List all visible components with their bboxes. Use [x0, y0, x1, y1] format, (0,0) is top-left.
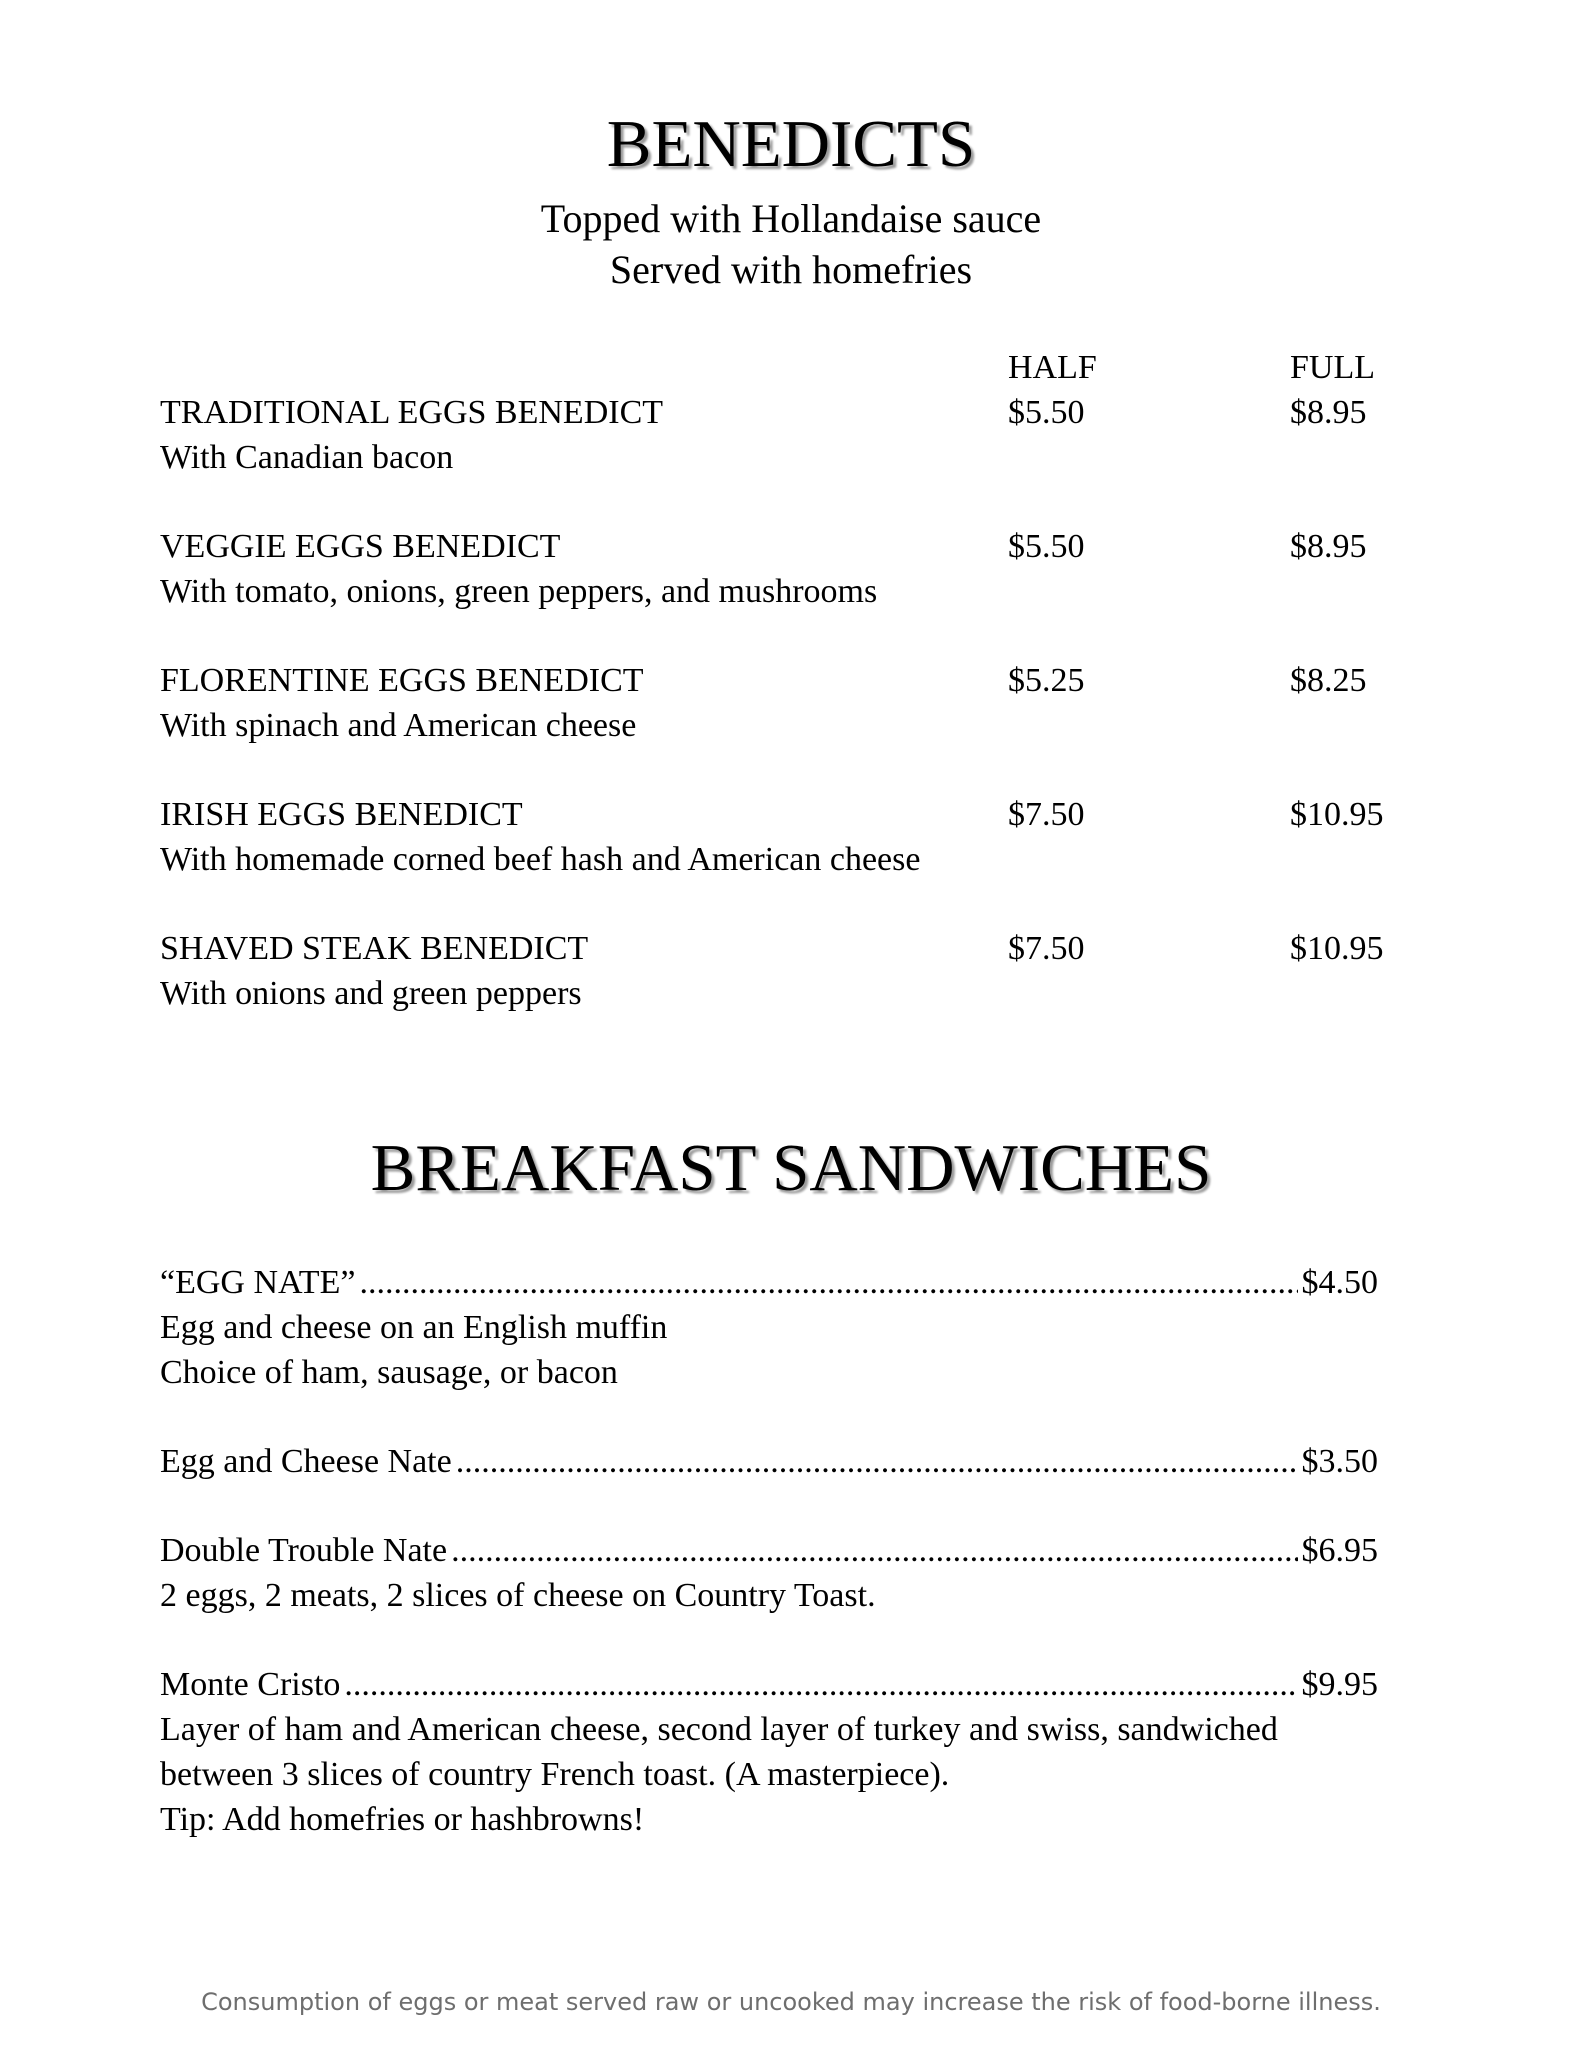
sandwich-item-price: $3.50 — [1301, 1443, 1378, 1480]
benedicts-subtitle-sides: Served with homefries — [609, 247, 973, 292]
sandwich-item-description: Choice of ham, sausage, or bacon — [160, 1354, 618, 1391]
benedict-item-full-price: $8.95 — [1290, 394, 1367, 431]
sandwich-item-name: Monte Cristo — [160, 1666, 341, 1703]
sandwich-item-price: $9.95 — [1301, 1666, 1378, 1703]
benedict-item-half-price: $7.50 — [1008, 796, 1085, 833]
dot-leader — [456, 1440, 1298, 1484]
sandwich-item-description: Egg and cheese on an English muffin — [160, 1309, 668, 1346]
benedict-item-description: With tomato, onions, green peppers, and mushrooms — [160, 573, 878, 610]
dot-leader — [451, 1529, 1297, 1573]
dot-leader — [359, 1261, 1297, 1305]
sandwich-item-tip: Tip: Add homefries or hashbrowns! — [160, 1801, 645, 1838]
benedict-item-name: SHAVED STEAK BENEDICT — [160, 930, 589, 967]
benedict-item-half-price: $7.50 — [1008, 930, 1085, 967]
sandwich-item-description: 2 eggs, 2 meats, 2 slices of cheese on Country Toast. — [160, 1577, 876, 1614]
food-safety-disclaimer: Consumption of eggs or meat served raw or uncooked may increase the risk of food-borne illness. — [201, 1988, 1381, 2016]
benedict-item-full-price: $8.25 — [1290, 662, 1367, 699]
sandwich-item-row — [160, 1261, 1378, 1305]
sandwich-item-name: Double Trouble Nate — [160, 1532, 448, 1569]
benedict-item-description: With onions and green peppers — [160, 975, 582, 1012]
benedict-item-full-price: $10.95 — [1290, 796, 1384, 833]
sandwich-item-row — [160, 1663, 1378, 1707]
sandwich-item-row — [160, 1529, 1378, 1573]
benedict-item-full-price: $8.95 — [1290, 528, 1367, 565]
benedict-item-half-price: $5.50 — [1008, 394, 1085, 431]
benedicts-subtitle-sauce: Topped with Hollandaise sauce — [540, 196, 1042, 241]
sandwich-item-description: between 3 slices of country French toast. (A masterpiece). — [160, 1756, 950, 1793]
benedict-item-description: With Canadian bacon — [160, 439, 454, 476]
benedict-item-full-price: $10.95 — [1290, 930, 1384, 967]
benedict-item-name: IRISH EGGS BENEDICT — [160, 796, 523, 833]
full-column-header: FULL — [1290, 349, 1375, 386]
sandwich-item-price: $6.95 — [1301, 1532, 1378, 1569]
benedict-item-name: TRADITIONAL EGGS BENEDICT — [160, 394, 664, 431]
benedict-item-name: FLORENTINE EGGS BENEDICT — [160, 662, 644, 699]
sandwiches-title: BREAKFAST SANDWICHES — [370, 1131, 1212, 1205]
benedict-item-half-price: $5.25 — [1008, 662, 1085, 699]
benedict-item-half-price: $5.50 — [1008, 528, 1085, 565]
benedicts-title: BENEDICTS — [606, 107, 976, 181]
sandwich-item-description: Layer of ham and American cheese, second layer of turkey and swiss, sandwiched — [160, 1711, 1278, 1748]
benedict-item-name: VEGGIE EGGS BENEDICT — [160, 528, 561, 565]
dot-leader — [344, 1663, 1297, 1707]
sandwich-item-row — [160, 1440, 1378, 1484]
benedict-item-description: With homemade corned beef hash and American cheese — [160, 841, 921, 878]
half-column-header: HALF — [1008, 349, 1097, 386]
sandwich-item-price: $4.50 — [1301, 1264, 1378, 1301]
sandwich-item-name: Egg and Cheese Nate — [160, 1443, 452, 1480]
sandwich-item-name: “EGG NATE” — [160, 1264, 356, 1301]
benedict-item-description: With spinach and American cheese — [160, 707, 637, 744]
